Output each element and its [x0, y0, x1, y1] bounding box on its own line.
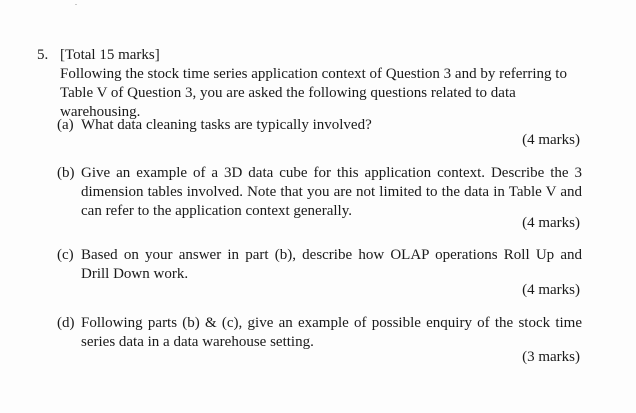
scan-speck: [75, 4, 77, 5]
question-total-marks: [Total 15 marks]: [60, 47, 160, 63]
part-d-text: Following parts (b) & (c), give an example of possible enquiry of the stock time series data in a data warehouse setting.: [81, 315, 582, 350]
part-d: [57, 314, 582, 352]
part-b-marks: (4 marks): [522, 215, 580, 231]
part-b-label: (b): [57, 165, 75, 181]
part-a-text: What data cleaning tasks are typically involved?: [81, 117, 372, 133]
part-b: [57, 164, 582, 221]
part-d-marks: (3 marks): [522, 349, 580, 365]
part-d-label: (d): [57, 315, 75, 331]
question-intro: Following the stock time series application context of Question 3 and by referring to Table V of Question 3, you are asked the following questions related to data warehousing.: [60, 66, 567, 120]
part-a: [57, 116, 582, 135]
part-c-text: Based on your answer in part (b), describe how OLAP operations Roll Up and Drill Down work.: [81, 247, 582, 282]
part-a-label: (a): [57, 117, 74, 133]
part-c-marks: (4 marks): [522, 282, 580, 298]
part-c-label: (c): [57, 247, 74, 263]
question-number: 5.: [37, 47, 49, 63]
part-b-text: Give an example of a 3D data cube for this application context. Describe the 3 dimension tables involved. Note that you are not limited to the data in Table V and can refer to the application context generally.: [81, 165, 582, 219]
part-a-marks: (4 marks): [522, 132, 580, 148]
part-c: [57, 246, 582, 284]
